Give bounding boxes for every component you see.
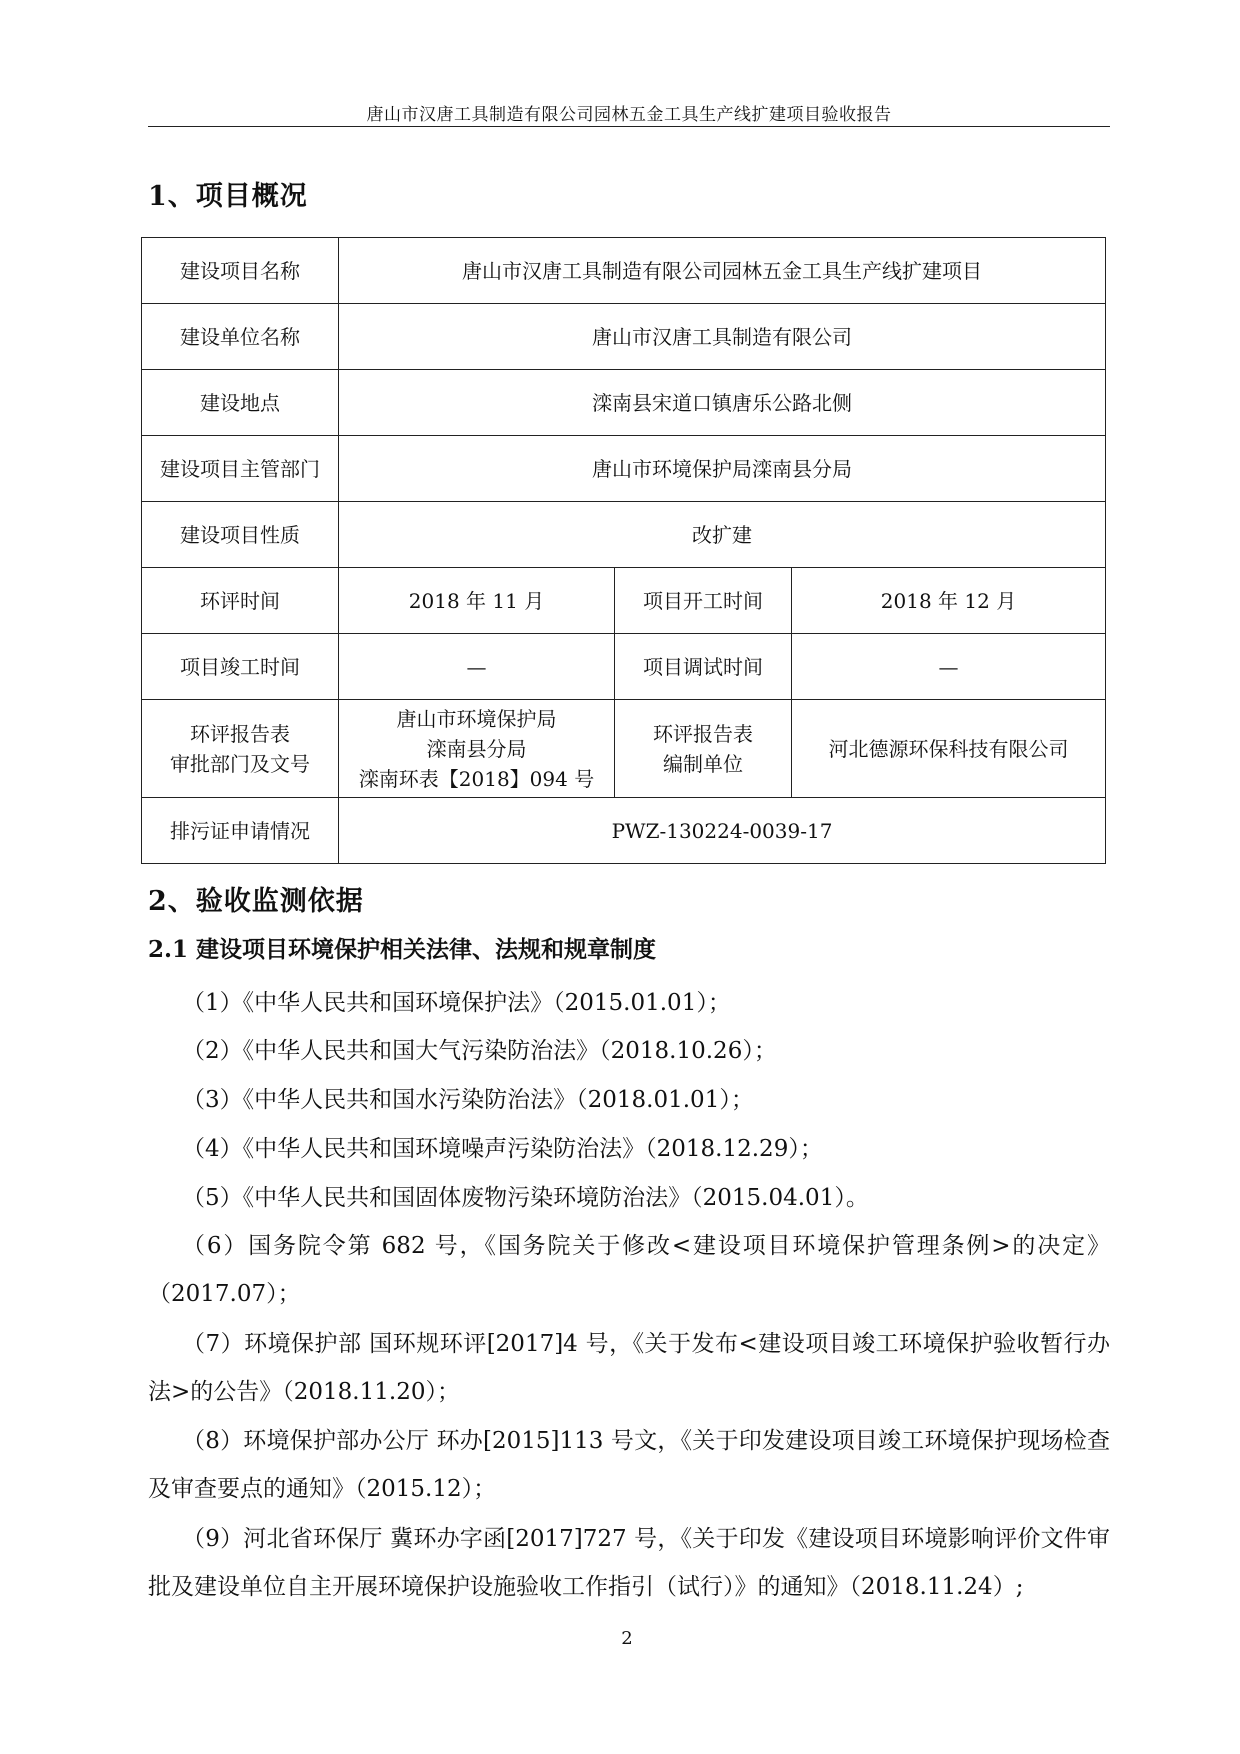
table-row xyxy=(142,370,1106,436)
list-item: （9）河北省环保厅 冀环办字函[2017]727 号，《关于印发《建设项目环境影响评价文件审批及建设单位自主开展环境保护设施验收工作指引（试行）》的通知》（2018.11.24）; xyxy=(148,1526,1110,1600)
compiler-label-line-1: 环评报告表 xyxy=(653,721,753,746)
approval-value-line-1: 唐山市环境保护局 xyxy=(396,706,557,731)
subsection-2-1-heading: 2.1 建设项目环境保护相关法律、法规和规章制度 xyxy=(148,936,657,963)
cell-value: PWZ-130224-0039-17 xyxy=(339,798,1106,864)
cell-value: 唐山市环境保护局滦南县分局 xyxy=(339,436,1106,502)
cell-value: 改扩建 xyxy=(339,502,1106,568)
approval-label-line-2: 审批部门及文号 xyxy=(170,751,310,776)
table-row xyxy=(142,436,1106,502)
cell-value: 唐山市汉唐工具制造有限公司园林五金工具生产线扩建项目 xyxy=(339,238,1106,304)
list-item: （5）《中华人民共和国固体废物污染环境防治法》（2015.04.01）。 xyxy=(182,1185,869,1211)
table-row xyxy=(142,502,1106,568)
approval-value-line-2: 滦南县分局 xyxy=(426,736,527,761)
cell-label: 项目调试时间 xyxy=(615,634,792,700)
list-item: （3）《中华人民共和国水污染防治法》（2018.01.01）； xyxy=(182,1087,754,1113)
approval-label-line-1: 环评报告表 xyxy=(190,721,290,746)
cell-value: — xyxy=(792,634,1106,700)
cell-value: 2018 年 12 月 xyxy=(792,568,1106,634)
list-item: （2）《中华人民共和国大气污染防治法》（2018.10.26）； xyxy=(182,1038,777,1064)
page-number: 2 xyxy=(621,1628,633,1649)
cell-label: 建设项目主管部门 xyxy=(142,436,339,502)
table-row xyxy=(142,238,1106,304)
table-row xyxy=(142,568,1106,634)
cell-value: 河北德源环保科技有限公司 xyxy=(792,700,1106,798)
cell-label xyxy=(615,700,792,798)
cell-value xyxy=(339,700,615,798)
header-rule xyxy=(148,126,1110,127)
project-overview-table xyxy=(141,237,1106,864)
cell-label: 项目竣工时间 xyxy=(142,634,339,700)
list-item: （4）《中华人民共和国环境噪声污染防治法》（2018.12.29）； xyxy=(182,1136,823,1162)
report-header: 唐山市汉唐工具制造有限公司园林五金工具生产线扩建项目验收报告 xyxy=(366,105,892,125)
list-item: （1）《中华人民共和国环境保护法》（2015.01.01）； xyxy=(182,990,731,1016)
table-row xyxy=(142,700,1106,798)
cell-label: 排污证申请情况 xyxy=(142,798,339,864)
table-row xyxy=(142,304,1106,370)
table-row xyxy=(142,634,1106,700)
cell-label: 环评时间 xyxy=(142,568,339,634)
list-item: （7）环境保护部 国环规环评[2017]4 号，《关于发布<建设项目竣工环境保护验收暂行办法>的公告》（2018.11.20）； xyxy=(148,1331,1110,1405)
cell-value: 2018 年 11 月 xyxy=(339,568,615,634)
list-item: （6）国务院令第 682 号，《国务院关于修改<建设项目环境保护管理条例>的决定》（2017.07）； xyxy=(148,1233,1110,1307)
compiler-label-line-2: 编制单位 xyxy=(663,751,743,776)
cell-label: 建设单位名称 xyxy=(142,304,339,370)
cell-value: 唐山市汉唐工具制造有限公司 xyxy=(339,304,1106,370)
cell-label xyxy=(142,700,339,798)
cell-value: 滦南县宋道口镇唐乐公路北侧 xyxy=(339,370,1106,436)
table-row xyxy=(142,798,1106,864)
cell-label: 项目开工时间 xyxy=(615,568,792,634)
section-2-heading: 2、验收监测依据 xyxy=(148,886,364,917)
list-item: （8）环境保护部办公厅 环办[2015]113 号文，《关于印发建设项目竣工环境保护现场检查及审查要点的通知》（2015.12）； xyxy=(148,1428,1110,1502)
cell-value: — xyxy=(339,634,615,700)
section-1-heading: 1、项目概况 xyxy=(148,181,308,212)
cell-label: 建设项目性质 xyxy=(142,502,339,568)
approval-value-line-3: 滦南环表【2018】094 号 xyxy=(358,766,595,791)
cell-label: 建设地点 xyxy=(142,370,339,436)
cell-label: 建设项目名称 xyxy=(142,238,339,304)
